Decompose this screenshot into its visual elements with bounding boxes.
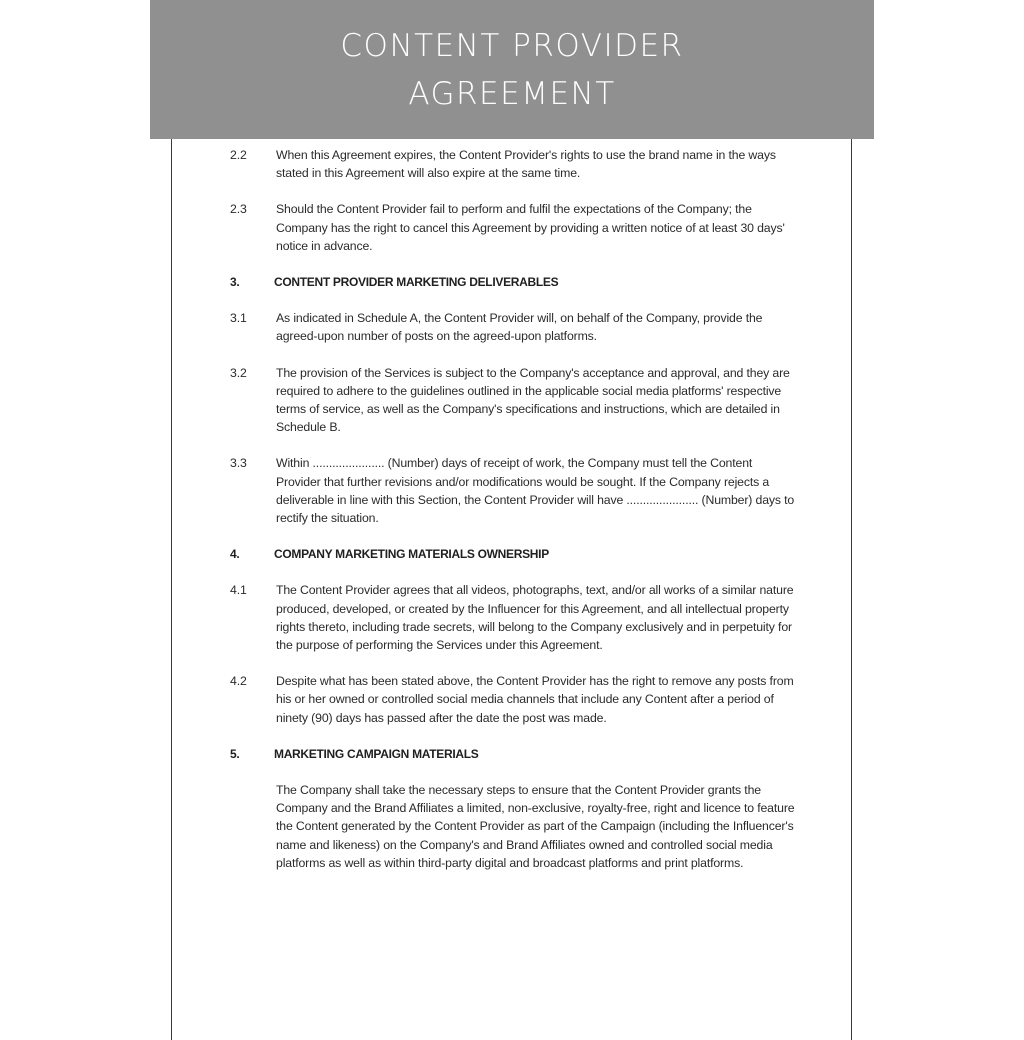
clause-number: 2.3 <box>230 202 247 217</box>
section-number: 4. <box>230 547 240 562</box>
clause-number <box>230 781 276 872</box>
clause-number: 3.2 <box>230 365 247 380</box>
banner-title-line-2: AGREEMENT <box>408 75 616 112</box>
section-heading-3 <box>230 273 810 291</box>
clause-text: When this Agreement expires, the Content Provider's rights to use the brand name in the ways stated in this Agreement will also expire at the same time. <box>276 148 776 181</box>
clause-number: 4.2 <box>230 674 247 689</box>
clause-text: The provision of the Services is subject to the Company's acceptance and approval, and they are required to adhere to the guidelines outlined in the applicable social media platforms' respective terms of service, as well as the Company's specifications and instructions, which are detailed in Schedule B. <box>276 365 790 435</box>
section-heading-5 <box>230 745 810 763</box>
clause-3-2 <box>230 364 810 437</box>
clause-2-2 <box>230 146 810 182</box>
clause-3-3 <box>230 454 810 527</box>
section-number: 3. <box>230 275 240 290</box>
clause-2-3 <box>230 200 810 255</box>
section-title: CONTENT PROVIDER MARKETING DELIVERABLES <box>274 275 559 290</box>
section-title: COMPANY MARKETING MATERIALS OWNERSHIP <box>274 547 549 562</box>
clause-text: Within ...................... (Number) days of receipt of work, the Company must tell the Content Provider that further revisions and/or modifications would be sought. If the Company rejects a deliverable in line with this Section, the Content Provider will have ...................... (Number) days to rectify the situation. <box>276 456 795 526</box>
clause-number: 4.1 <box>230 583 247 598</box>
clause-text: The Company shall take the necessary steps to ensure that the Content Provider grants the Company and the Brand Affiliates a limited, non-exclusive, royalty-free, right and licence to feature the Content generated by the Content Provider as part of the Campaign (including the Influencer's name and likeness) on the Company's and Brand Affiliates owned and controlled social media platforms as well as within third-party digital and broadcast platforms and print platforms. <box>276 783 795 870</box>
clause-3-1 <box>230 309 810 345</box>
section-title: MARKETING CAMPAIGN MATERIALS <box>274 746 479 761</box>
banner-title-line-1: CONTENT PROVIDER <box>340 27 684 64</box>
clause-number: 3.3 <box>230 456 247 471</box>
clause-5-body <box>230 781 810 872</box>
section-heading-4 <box>230 545 810 563</box>
clause-number: 3.1 <box>230 311 247 326</box>
clause-4-2 <box>230 672 810 727</box>
title-banner <box>150 0 874 139</box>
clause-4-1 <box>230 581 810 654</box>
clause-text: Should the Content Provider fail to perform and fulfil the expectations of the Company; the Company has the right to cancel this Agreement by providing a written notice of at least 30 days' notice in advance. <box>276 202 785 253</box>
clause-text: As indicated in Schedule A, the Content Provider will, on behalf of the Company, provide the agreed-upon number of posts on the agreed-upon platforms. <box>276 311 763 344</box>
clause-text: Despite what has been stated above, the Content Provider has the right to remove any posts from his or her owned or controlled social media channels that include any Content after a period of ninety (90) days has passed after the date the post was made. <box>276 674 794 725</box>
clause-text: The Content Provider agrees that all videos, photographs, text, and/or all works of a similar nature produced, developed, or created by the Influencer for this Agreement, and all intellectual property rights thereto, including trade secrets, will belong to the Company exclusively and in perpetuity for the purpose of performing the Services under this Agreement. <box>276 583 794 653</box>
clause-number: 2.2 <box>230 148 247 162</box>
agreement-document-body <box>230 146 810 890</box>
section-number: 5. <box>230 746 240 761</box>
